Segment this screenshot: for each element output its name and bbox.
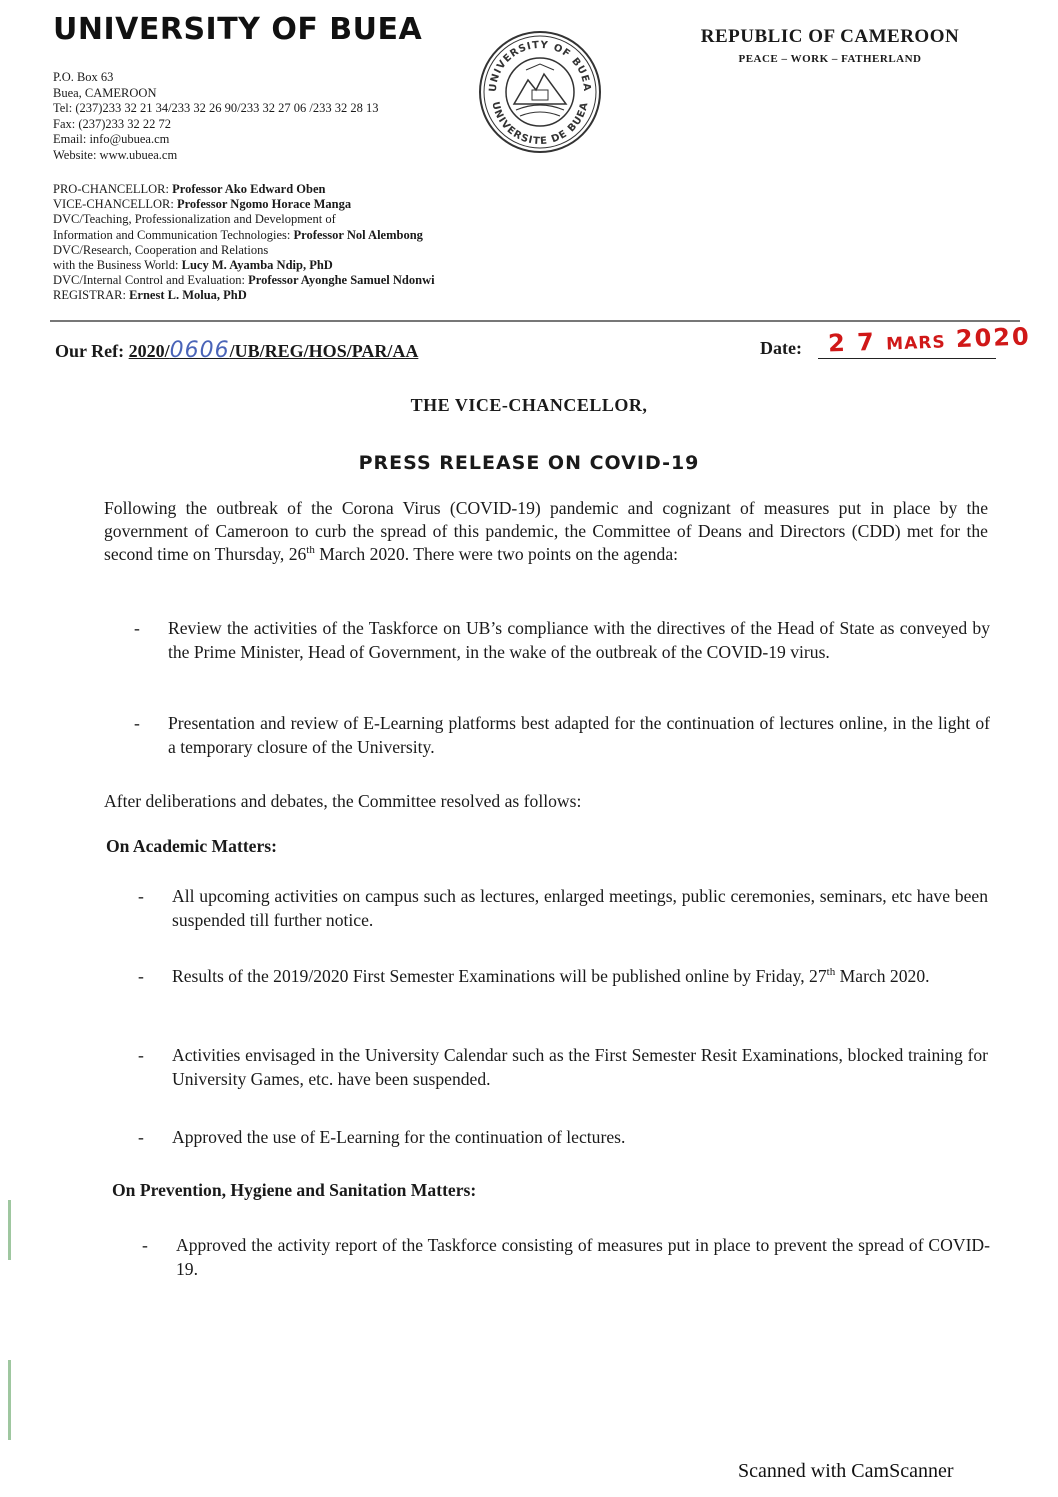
list-item: - Review the activities of the Taskforce on UB’s compliance with the directives of the Head of State as conveyed by the Prime Minister, Head of Government, in the wake of the outbreak of the COVID-19 virus. <box>134 618 990 662</box>
addressee: THE VICE-CHANCELLOR, <box>410 395 648 415</box>
svg-text:UNIVERSITE DE BUEA: UNIVERSITE DE BUEA <box>489 100 591 148</box>
list-item: - Approved the activity report of the Taskforce consisting of measures put in place to prevent the spread of COVID-19. <box>142 1235 990 1279</box>
contact-block <box>53 70 379 163</box>
handwritten-ref-number: 0606 <box>169 338 230 363</box>
list-item: - Approved the use of E-Learning for the continuation of lectures. <box>138 1127 626 1147</box>
officers-block <box>53 182 435 304</box>
officer-line: REGISTRAR: Ernest L. Molua, PhD <box>53 288 247 303</box>
republic-name: REPUBLIC OF CAMEROON <box>700 26 960 47</box>
scan-edge-mark <box>8 1200 11 1260</box>
reference-label: Our Ref: <box>55 341 125 361</box>
officer-line: Information and Communication Technologies: Professor Nol Alembong <box>53 227 423 242</box>
list-item: - Presentation and review of E-Learning platforms best adapted for the continuation of lectures online, in the light of a temporary closure of the University. <box>134 713 990 757</box>
officer-line: DVC/Teaching, Professionalization and Development of <box>53 212 336 227</box>
intro-paragraph: Following the outbreak of the Corona Virus (COVID-19) pandemic and cognizant of measures put in place by the government of Cameroon to curb the spread of this pandemic, the Committee of Deans and Directors (CDD) met for the second time on Thursday, 26th March 2020. There were two points on the agenda: <box>104 498 988 564</box>
reference-number: 2020/0606/UB/REG/HOS/PAR/AA <box>128 338 419 363</box>
contact-line: Fax: (237)233 32 22 72 <box>53 116 172 131</box>
national-motto: PEACE – WORK – FATHERLAND <box>738 53 922 65</box>
section-heading-academic: On Academic Matters: <box>106 836 277 856</box>
university-name: UNIVERSITY OF BUEA <box>53 12 423 47</box>
officer-line: PRO-CHANCELLOR: Professor Ako Edward Oben <box>53 182 326 196</box>
contact-line: P.O. Box 63 <box>53 70 114 84</box>
list-item: - Activities envisaged in the University Calendar such as the First Semester Resit Examinations, blocked training for University Games, etc. have been suspended. <box>138 1045 988 1089</box>
officer-line: DVC/Internal Control and Evaluation: Professor Ayonghe Samuel Ndonwi <box>53 273 435 288</box>
contact-line: Buea, CAMEROON <box>53 85 157 100</box>
list-item: - Results of the 2019/2020 First Semester Examinations will be published online by Friday, 27th March 2020. <box>138 966 930 986</box>
header-divider <box>50 320 1020 322</box>
resolution-intro: After deliberations and debates, the Committee resolved as follows: <box>104 791 582 811</box>
list-item: - All upcoming activities on campus such as lectures, enlarged meetings, public ceremonies, seminars, etc have been suspended till further notice. <box>138 886 988 930</box>
scanner-watermark: Scanned with CamScanner <box>738 1460 954 1482</box>
officer-line: VICE-CHANCELLOR: Professor Ngomo Horace Manga <box>53 197 352 212</box>
contact-line: Tel: (237)233 32 21 34/233 32 26 90/233 32 27 06 /233 32 28 13 <box>53 101 379 115</box>
university-seal-icon <box>478 30 602 154</box>
scan-edge-mark <box>8 1360 11 1440</box>
contact-email: Email: info@ubuea.cm <box>53 132 170 146</box>
contact-website: Website: www.ubuea.cm <box>53 147 178 162</box>
date-label: Date: <box>760 338 802 358</box>
date-underline <box>818 358 996 359</box>
document-title: PRESS RELEASE ON COVID-19 <box>358 452 700 474</box>
reference-line <box>55 338 418 363</box>
officer-line: DVC/Research, Cooperation and Relations <box>53 242 269 257</box>
date-stamp: 2 7 MARS 2020 <box>827 322 1032 358</box>
svg-text:UNIVERSITY OF BUEA: UNIVERSITY OF BUEA <box>487 39 593 93</box>
officer-line: with the Business World: Lucy M. Ayamba Ndip, PhD <box>53 258 333 273</box>
section-heading-hygiene: On Prevention, Hygiene and Sanitation Matters: <box>112 1180 477 1200</box>
